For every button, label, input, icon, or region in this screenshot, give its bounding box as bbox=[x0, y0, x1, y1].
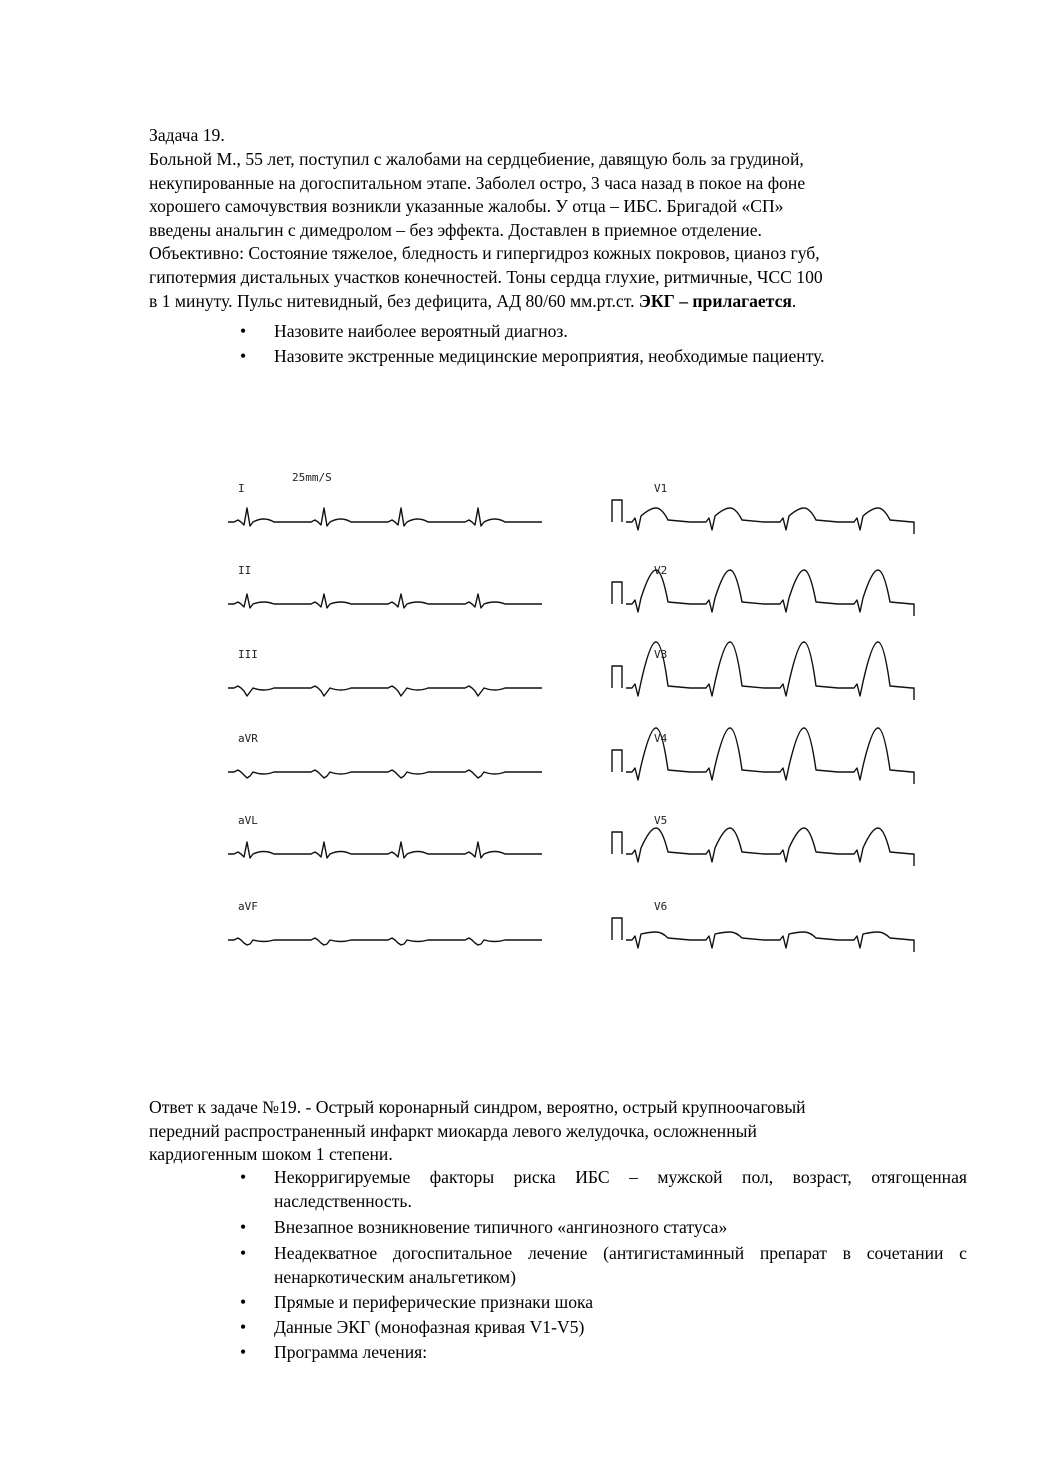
question-text: Назовите наиболее вероятный диагноз. bbox=[274, 321, 568, 341]
ecg-trace-left bbox=[228, 842, 542, 858]
answer-bullet-text: Прямые и периферические признаки шока bbox=[274, 1292, 594, 1312]
answer-bullet-text: Неадекватное догоспитальное лечение (антигистаминный препарат в сочетании с ненаркотическим анальгетиком) bbox=[274, 1243, 967, 1287]
bullet-icon: • bbox=[240, 1243, 247, 1263]
task-line: гипотермия дистальных участков конечностей. Тоны сердца глухие, ритмичные, ЧСС 100 bbox=[149, 266, 823, 287]
answer-line: Ответ к задаче №19. - Острый коронарный синдром, вероятно, острый крупноочаговый bbox=[149, 1097, 806, 1117]
answer-bullet bbox=[240, 1341, 967, 1365]
ecg-lead-label: III bbox=[238, 648, 258, 661]
answer-bullet-text: Некорригируемые факторы риска ИБС – мужской пол, возраст, отягощенная наследственность. bbox=[274, 1167, 967, 1211]
bullet-icon: • bbox=[240, 1292, 247, 1312]
ecg-trace-left bbox=[228, 938, 542, 945]
answer-bullet bbox=[240, 1166, 967, 1213]
ecg-trace-right bbox=[626, 642, 914, 700]
question-text: Назовите экстренные медицинские мероприятия, необходимые пациенту. bbox=[274, 346, 825, 366]
question-item bbox=[240, 320, 967, 344]
ecg-calibration-pulse bbox=[612, 750, 622, 772]
answer-line-last: кардиогенным шоком 1 степени. bbox=[149, 1144, 393, 1165]
ecg-lead-label: V1 bbox=[654, 482, 668, 495]
ecg-calibration-pulse bbox=[612, 500, 622, 522]
task-line: Больной М., 55 лет, поступил с жалобами на сердцебиение, давящую боль за грудиной, bbox=[149, 149, 804, 169]
answer-bullet-text: Данные ЭКГ (монофазная кривая V1-V5) bbox=[274, 1317, 585, 1337]
task-title: Задача 19. bbox=[149, 125, 225, 145]
ecg-trace-right bbox=[626, 932, 914, 952]
bullet-icon: • bbox=[240, 1342, 247, 1362]
task-line: хорошего самочувствия возникли указанные жалобы. У отца – ИБС. Бригадой «СП» bbox=[149, 196, 784, 217]
ecg-trace-left bbox=[228, 594, 542, 608]
answer-bullet bbox=[240, 1242, 967, 1289]
answer-bullet bbox=[240, 1216, 967, 1240]
task-line: Объективно: Состояние тяжелое, бледность и гипергидроз кожных покровов, цианоз губ, bbox=[149, 243, 820, 264]
ecg-calibration-pulse bbox=[612, 832, 622, 854]
bullet-icon: • bbox=[240, 346, 247, 366]
ecg-lead-label: V4 bbox=[654, 732, 668, 745]
answer-bullet-text: Программа лечения: bbox=[274, 1342, 428, 1362]
question-item bbox=[240, 345, 967, 369]
ecg-lead-label: aVR bbox=[238, 732, 258, 745]
bullet-icon: • bbox=[240, 1167, 247, 1187]
ecg-lead-label: V6 bbox=[654, 900, 668, 913]
ecg-calibration-pulse bbox=[612, 582, 622, 604]
task-last-text: в 1 минуту. Пульс нитевидный, без дефицита, АД 80/60 мм.рт.ст. bbox=[149, 290, 635, 311]
task-last-end: . bbox=[791, 290, 797, 311]
task-line-last bbox=[149, 290, 967, 314]
ecg-traces bbox=[228, 482, 914, 952]
answer-bullet-text: Внезапное возникновение типичного «ангинозного статуса» bbox=[274, 1217, 728, 1237]
bullet-icon: • bbox=[240, 321, 247, 341]
ecg-trace-right bbox=[626, 508, 914, 534]
ecg-trace-left bbox=[228, 770, 542, 778]
bullet-icon: • bbox=[240, 1217, 247, 1237]
ecg-lead-label: II bbox=[238, 564, 252, 577]
task-line: введены анальгин с димедролом – без эффекта. Доставлен в приемное отделение. bbox=[149, 219, 762, 240]
ecg-trace-right bbox=[626, 728, 914, 784]
ecg-lead-label: aVL bbox=[238, 814, 258, 827]
ecg-trace-right bbox=[626, 828, 914, 866]
answer-line: передний распространенный инфаркт миокарда левого желудочка, осложненный bbox=[149, 1120, 757, 1141]
ecg-lead-label: I bbox=[238, 482, 245, 495]
ecg-attached-label: ЭКГ – прилагается bbox=[638, 290, 792, 311]
ecg-lead-label: V3 bbox=[654, 648, 668, 661]
ecg-trace-left bbox=[228, 686, 542, 696]
ecg-figure bbox=[224, 462, 920, 962]
ecg-lead-label: V5 bbox=[654, 814, 668, 827]
ecg-trace-left bbox=[228, 508, 542, 526]
bullet-icon: • bbox=[240, 1317, 247, 1337]
ecg-calibration-pulse bbox=[612, 918, 622, 940]
answer-bullet bbox=[240, 1291, 967, 1315]
task-text bbox=[149, 148, 967, 313]
ecg-speed-label: 25mm/S bbox=[292, 471, 332, 484]
ecg-lead-label: aVF bbox=[238, 900, 258, 913]
ecg-calibration-pulse bbox=[612, 666, 622, 688]
ecg-lead-label: V2 bbox=[654, 564, 668, 577]
ecg-trace-right bbox=[626, 570, 914, 616]
answer-text bbox=[149, 1096, 967, 1167]
task-line: некупированные на догоспитальном этапе. Заболел остро, 3 часа назад в покое на фоне bbox=[149, 172, 806, 193]
answer-bullet bbox=[240, 1316, 967, 1340]
